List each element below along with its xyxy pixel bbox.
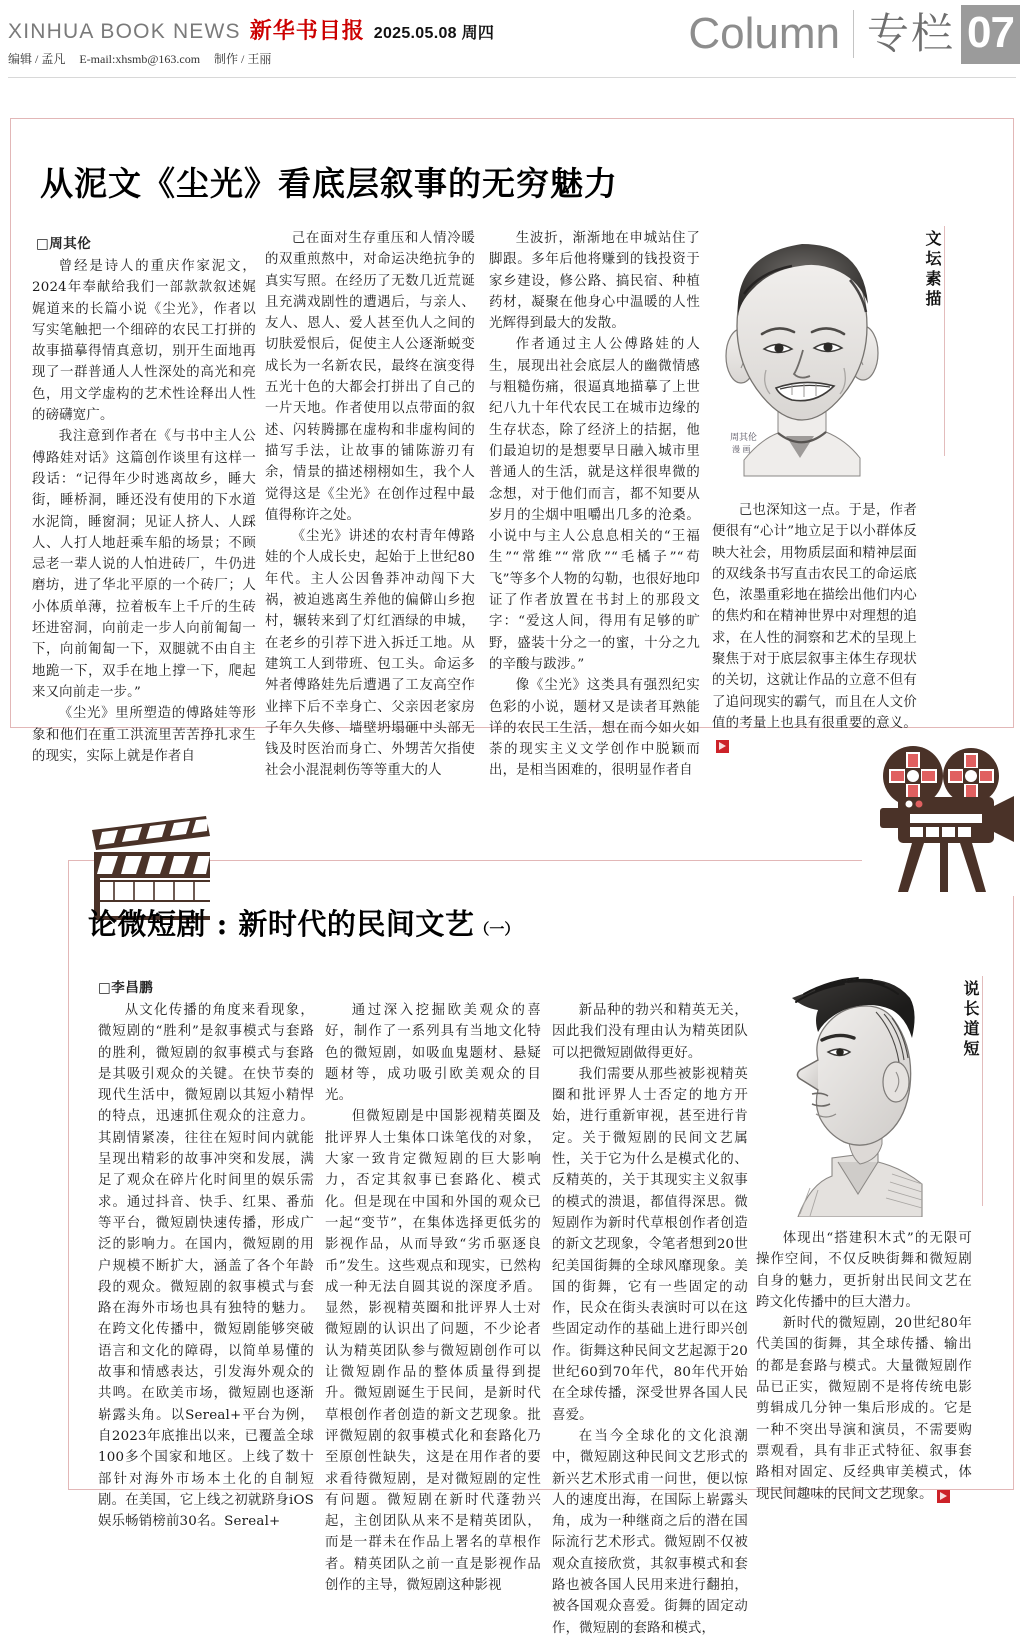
- masthead-section: [688, 4, 1020, 64]
- masthead-left: [8, 14, 494, 67]
- article2-kicker-rule: [982, 976, 983, 1206]
- article2-column-4: [756, 1228, 972, 1505]
- paragraph: 像《尘光》这类具有强烈纪实色彩的小说，题材又是读者耳熟能详的农民工生活，想在而今如火如荼的现实主义文学创作中脱颖而出，是相当困难的，很明显作者自: [489, 678, 700, 779]
- article2-title-main: 论微短剧 : 新时代的民间文艺: [88, 907, 475, 941]
- paragraph: 我们需要从那些被影视精英圈和批评界人士否定的地方开始，进行重新审视，甚至进行肯定。关于微短剧的民间文艺属性，关于它为什么是模式化的、反精英的，关于其现实主义叙事的模式的溃退，都值得深思。微短剧作为新时代草根创作者创造的新文艺现象，令笔者想到20世纪美国街舞的全球风靡现象。美国的街舞，它有一些固定的动作，民众在街头表演时可以在这些固定动作的基础上进行即兴创作。街舞这种民间文艺起源于20世纪60到70年代，80年代开始在全球传播，深受世界各国人民喜爱。: [552, 1066, 748, 1423]
- paragraph: 通过深入挖掘欧美观众的喜好，制作了一系列具有当地文化特色的微短剧，如吸血鬼题材、悬疑题材等，成功吸引欧美观众的目光。: [325, 1003, 541, 1104]
- paragraph: 作者通过主人公傅路娃的人生，展现出社会底层人的幽微情感与粗糙伤痛，很逼真地描摹了上世纪八九十年代农民工在城市边缘的生存状态，除了经济上的拮据，他们最迫切的是想要早日融入城市里普通人的生活，就是这样很卑微的念想，对于他们而言，都不知要从岁月的尘烟中咀嚼出几多的沧桑。小说中与主人公息息相关的“王福生”“常维”“常欣”“毛橘子”“苟飞”等多个人物的勾勒，也很好地印证了作者放置在书封上的那段文字：“爱这人间，得用有足够的旷野，盛装十分之一的蜜，十分之九的辛酸与跋涉。”: [489, 337, 700, 672]
- portrait-signature: 周其伦: [730, 433, 758, 443]
- article1-column-4: [712, 500, 917, 756]
- paragraph: 体现出“搭建积木式”的无限可操作空间，不仅反映街舞和微短剧自身的魅力，更折射出民间文艺在跨文化传播中的巨大潜力。: [756, 1231, 972, 1310]
- paragraph: 在当今全球化的文化浪潮中，微短剧这种民间文艺形式的新兴艺术形式甫一问世，便以惊人的速度出海，在国际上崭露头角，成为一种继商之后的潜在国际流行艺术形式。微短剧不仅被观众直接欣赏，其叙事模式和套路也被各国人民用来进行翻拍，被各国观众喜爱。街舞的固定动作，微短剧的套路和模式，: [552, 1428, 748, 1636]
- editor-credit: 编辑 / 孟凡: [8, 52, 66, 66]
- article2-kicker: 说长道短: [961, 980, 980, 1060]
- article1-kicker-rule: [944, 226, 945, 456]
- article1-kicker: 文坛素描: [923, 230, 942, 310]
- article2-title: [88, 902, 519, 943]
- article1-column-1: [32, 256, 256, 767]
- paragraph: 生波折，渐渐地在申城站住了脚跟。多年后他将赚到的钱投资于家乡建设，修公路、搞民宿、种植药材，凝聚在他身心中温暖的人性光辉得到最大的发散。: [489, 231, 700, 332]
- paper-name-english: XINHUA BOOK NEWS: [8, 20, 241, 43]
- paragraph: 但微短剧是中国影视精英圈及批评界人士集体口诛笔伐的对象，大家一致肯定微短剧的巨大影响力，否定其叙事已套路化、模式化。但是现在中国和外国的观众已一起“变节”，在集体选择更低劣的影视作品，从而导致“劣币驱逐良币”发生。这些观点和现实，已然构成一种无法自圆其说的深度矛盾。显然，影视精英圈和批评界人士对微短剧的认识出了问题，不少论者认为精英团队参与微短剧创作可以让微短剧作品的整体质量得到提升。微短剧诞生于民间，是新时代草根创作者创造的新文艺现象。批评微短剧的叙事模式化和套路化乃至原创性缺失，这是在用作者的要求看待微短剧，是对微短剧的定性有问题。微短剧在新时代蓬勃兴起，主创团队从来不是精英团队，而是一群未在作品上署名的草根作者。精英团队之前一直是影视作品创作的主导，微短剧这种影视: [325, 1109, 541, 1594]
- masthead: [0, 0, 1024, 78]
- masthead-divider: [853, 10, 854, 58]
- masthead-rule: [8, 77, 1016, 78]
- section-name-english: Column: [688, 9, 841, 58]
- producer-credit: 制作 / 王丽: [214, 52, 272, 66]
- paragraph: 曾经是诗人的重庆作家泥文，2024年奉献给我们一部款款叙述娓娓道来的长篇小说《尘光》，作者以写实笔触把一个细碎的农民工打拼的故事描摹得情真意切，别开生面地再现了一群普通人人性深处的高光和亮色，用文学虚构的艺术性诠释出人性的磅礴宽广。: [32, 259, 256, 424]
- masthead-title-line: [8, 14, 494, 45]
- article1-portrait-illustration: [700, 228, 905, 483]
- end-of-article-mark: [937, 1490, 950, 1503]
- email-credit: E-mail:xhsmb@163.com: [79, 52, 201, 66]
- article1-byline: □周其伦: [36, 236, 92, 252]
- svg-text:漫 画: 漫 画: [732, 445, 751, 454]
- page-number-badge: 07: [961, 5, 1020, 64]
- paper-name-chinese: 新华书目报: [249, 19, 365, 44]
- paragraph: 新品种的勃兴和精英无关，因此我们没有理由认为精英团队可以把微短剧做得更好。: [552, 1003, 748, 1061]
- paragraph: 我注意到作者在《与书中主人公傅路娃对话》这篇创作谈里有这样一段话：“记得年少时逃离故乡，睡大街，睡桥洞，睡还没有使用的下水道水泥筒，睡窗洞；见证人挤人、人踩人、人打人地赶乘车船的场景；不顾忌老一辈人说的人怕进砖厂，牛仍进磨坊，进了华北平原的一个砖厂；人小体质单薄，拉着板车上千斤的生砖坯进窑洞，向前走一步人向前匍匐一下，向前匍匐一下，双腿就不由自主地跪一下，双手在地上撑一下，爬起来又向前走一步。”: [32, 429, 256, 700]
- paragraph: 己在面对生存重压和人情冷暖的双重煎熬中，对命运决绝抗争的真实写照。在经历了无数几近荒诞且充满戏剧性的遭遇后，与亲人、友人、恩人、爱人甚至仇人之间的切肤爱恨后，促使主人公逐渐蜕变成长为一名新农民，最终在演变得五光十色的大都会打拼出了自己的一片天地。作者使用以点带面的叙述、闪转腾挪在虚构和非虚构间的描写手法，让故事的铺陈游刃有余，情景的描述栩栩如生，我个人觉得这是《尘光》在创作过程中最值得称许之处。: [265, 231, 475, 523]
- paragraph: 己也深知这一点。于是，作者便很有“心计”地立足于以小群体反映大社会，用物质层面和精神层面的双线条书写直击农民工的命运底色，浓墨重彩地在描绘出他们内心的焦灼和在精神世界中对理想的追求，在人性的洞察和艺术的呈现上聚焦于对于底层叙事主体生存现状的关切，这就让作品的立意不但有了追问现实的霸气，而且在人文价值的考量上也具有很重要的意义。: [712, 500, 917, 756]
- article2-column-2: [325, 1000, 541, 1596]
- film-camera-icon: [868, 742, 1020, 894]
- article2-column-1: [98, 1000, 314, 1532]
- paragraph: 从文化传播的角度来看现象，微短剧的“胜利”是叙事模式与套路的胜利，微短剧的叙事模式与套路是其吸引观众的关键。在快节奏的现代生活中，微短剧以其短小精悍的特点，迅速抓住观众的注意力。其剧情紧凑，往往在短时间内就能呈现出精彩的故事冲突和发展，满足了观众在碎片化时间里的娱乐需求。通过抖音、快手、红果、番茄等平台，微短剧快速传播，形成广泛的影响力。在国内，微短剧的用户规模不断扩大，涵盖了各个年龄段的观众。微短剧的叙事模式与套路在海外市场也具有独特的魅力。在跨文化传播中，微短剧能够突破语言和文化的障碍，以简单易懂的故事和情感表达，引发海外观众的共鸣。在欧美市场，微短剧也逐渐崭露头角。以Sereal+平台为例，自2023年底推出以来，已覆盖全球100多个国家和地区。上线了数十部针对海外市场本土化的自制短剧。在美国，它上线之初就跻身iOS 娱乐畅销榜前30名。Sereal+: [98, 1003, 314, 1530]
- article2-portrait-illustration: [752, 962, 928, 1217]
- article2-byline: □李昌鹏: [98, 980, 154, 996]
- section-name-chinese: 专栏: [867, 9, 956, 58]
- masthead-credits: [8, 50, 494, 67]
- paragraph: 新时代的微短剧，20世纪80年代美国的街舞，其全球传播、输出的都是套路与模式。大量微短剧作品已正实，微短剧不是将传统电影剪辑成几分钟一集后形成的。它是一种不突出导演和演员，不需要购票观看，具有非正式特征、叙事套路相对固定、反经典审美模式，体现民间趣味的民间文艺现象。: [756, 1316, 972, 1502]
- issue-date: 2025.05.08 周四: [373, 25, 495, 42]
- paragraph: 《尘光》讲述的农村青年傅路娃的个人成长史，起始于上世纪80年代。主人公因鲁莽冲动闯下大祸，被迫逃离生养他的偏僻山乡抱村，辗转来到了灯红酒绿的申城，在老乡的引荐下进入拆迁工地。从建筑工人到带班、包工头。命运多舛者傅路娃先后遭遇了工友高空作业摔下后不幸身亡、父亲因老家房子年久失修、墙壁坍塌砸中头部无钱及时医治而身亡、外甥苦欠指使社会小混混刺伤等等重大的人: [265, 529, 475, 779]
- article1-title: 从泥文《尘光》看底层叙事的无穷魅力: [40, 164, 618, 203]
- article1-column-3: [489, 228, 700, 782]
- article2-column-3: [552, 1000, 748, 1639]
- article1-column-2: [265, 228, 475, 782]
- end-of-article-mark: [716, 740, 729, 753]
- article2-title-suffix: （一）: [474, 920, 520, 938]
- paragraph: 《尘光》里所塑造的傅路娃等形象和他们在重工洪流里苦苦挣扎求生的现实，实际上就是作者自: [32, 706, 256, 764]
